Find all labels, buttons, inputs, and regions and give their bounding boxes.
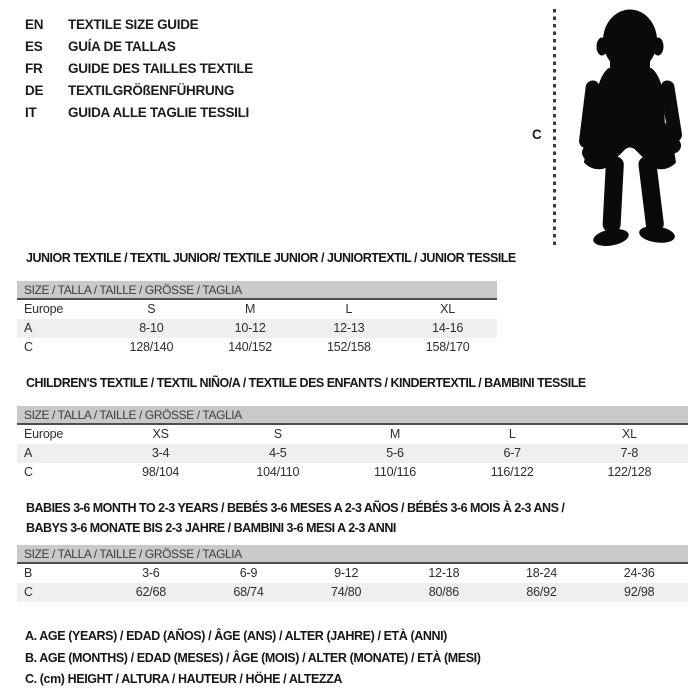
size-cell: 5-6: [386, 446, 404, 460]
table-row-a: [17, 444, 688, 463]
size-cell: 116/122: [490, 465, 534, 479]
size-cell: XL: [621, 427, 637, 441]
language-row-en: [25, 13, 253, 35]
size-cell: L: [345, 302, 353, 316]
language-row-fr: [25, 57, 253, 79]
size-cell: L: [508, 427, 516, 441]
size-cell: 3-4: [151, 446, 170, 460]
size-cell: 74/80: [331, 585, 362, 599]
childrens-textile-table: [17, 375, 688, 482]
size-cell: 24-36: [623, 566, 655, 580]
language-code: FR: [25, 60, 43, 76]
size-cell: S: [147, 302, 156, 316]
language-code: DE: [25, 82, 44, 98]
language-code: EN: [25, 16, 44, 32]
junior-textile-table: [17, 250, 516, 357]
size-cell: 140/152: [228, 340, 273, 354]
language-code: ES: [25, 38, 43, 54]
language-row-de: [25, 79, 253, 101]
size-cell: 152/158: [326, 340, 371, 354]
size-cell: 86/92: [526, 585, 557, 599]
size-cell: XL: [440, 302, 456, 316]
language-code: IT: [25, 104, 37, 120]
size-cell: XS: [152, 427, 169, 441]
size-cell: 158/170: [425, 340, 470, 354]
size-cell: 8-10: [139, 321, 164, 335]
size-cell: 3-6: [142, 566, 160, 580]
size-cell: 6-7: [503, 446, 521, 460]
table-title: CHILDREN'S TEXTILE / TEXTIL NIÑO/A / TEXTILE DES ENFANTS / KINDERTEXTIL / BAMBINI TESSILE: [26, 376, 586, 390]
footnote-a: A. AGE (YEARS) / EDAD (AÑOS) / ÂGE (ANS) / ALTER (JAHRE) / ETÀ (ANNI): [25, 629, 447, 643]
row-label-cell: A: [24, 446, 33, 460]
size-cell: 12-13: [333, 321, 365, 335]
language-title: GUÍA DE TALLAS: [68, 38, 176, 54]
toddler-silhouette-icon: [562, 6, 698, 249]
size-cell: M: [389, 427, 401, 441]
footnote-c: C. (cm) HEIGHT / ALTURA / HAUTEUR / HÖHE / ALTEZZA: [25, 672, 343, 686]
row-label-cell: C: [24, 585, 33, 599]
size-header-bar: SIZE / TALLA / TAILLE / GRÖSSE / TAGLIA: [17, 406, 688, 425]
table-row-c: [17, 338, 497, 357]
table-row-c: [17, 583, 688, 602]
size-cell: 4-5: [269, 446, 287, 460]
row-label-cell: C: [24, 340, 33, 354]
size-cell: 6-9: [239, 566, 258, 580]
footnote-b: B. AGE (MONTHS) / EDAD (MESES) / ÂGE (MOIS) / ALTER (MONATE) / ETÀ (MESI): [25, 650, 481, 665]
table-row-c: [17, 463, 688, 482]
table-row-b: [17, 564, 688, 583]
language-title: TEXTILE SIZE GUIDE: [68, 16, 199, 32]
height-measure-label: C: [532, 127, 542, 142]
language-row-it: [25, 101, 253, 123]
size-header-bar: SIZE / TALLA / TAILLE / GRÖSSE / TAGLIA: [17, 281, 497, 300]
row-label-cell: Europe: [24, 427, 64, 441]
table-row-a: [17, 319, 497, 338]
size-cell: 92/98: [624, 585, 655, 599]
language-title: GUIDE DES TAILLES TEXTILE: [68, 60, 254, 76]
size-cell: 14-16: [432, 321, 464, 335]
babies-textile-table: [17, 498, 688, 602]
size-cell: 68/74: [233, 585, 264, 599]
row-label-cell: C: [24, 465, 33, 479]
size-cell: 62/68: [135, 585, 166, 599]
size-cell: 98/104: [142, 465, 180, 479]
language-title: GUIDA ALLE TAGLIE TESSILI: [68, 104, 249, 120]
table-row-europe: [17, 425, 688, 444]
size-cell: M: [245, 302, 256, 316]
size-cell: S: [273, 427, 282, 441]
row-label-cell: Europe: [24, 302, 64, 316]
table-title-line1: BABIES 3-6 MONTH TO 2-3 YEARS / BEBÉS 3-6 MESES A 2-3 AÑOS / BÉBÉS 3-6 MOIS À 2-3 ANS /: [26, 501, 565, 515]
size-cell: 9-12: [334, 566, 359, 580]
size-cell: 18-24: [526, 566, 558, 580]
size-cell: 104/110: [256, 465, 300, 479]
height-measure-line: [553, 9, 556, 248]
language-row-es: [25, 35, 253, 57]
footnotes: [25, 626, 481, 691]
table-row-europe: [17, 300, 497, 319]
size-cell: 7-8: [620, 446, 639, 460]
language-title: TEXTILGRÖßENFÜHRUNG: [68, 82, 235, 98]
row-label-cell: A: [24, 321, 33, 335]
size-cell: 80/86: [428, 585, 459, 599]
size-cell: 12-18: [428, 566, 460, 580]
row-label-cell: B: [24, 566, 33, 580]
size-cell: 122/128: [607, 465, 652, 479]
language-list: [25, 13, 253, 123]
table-title: JUNIOR TEXTILE / TEXTIL JUNIOR/ TEXTILE JUNIOR / JUNIORTEXTIL / JUNIOR TESSILE: [26, 251, 516, 265]
size-cell: 128/140: [129, 340, 174, 354]
table-title-line2: BABYS 3-6 MONATE BIS 2-3 JAHRE / BAMBINI 3-6 MESI A 2-3 ANNI: [26, 521, 396, 535]
size-cell: 110/116: [374, 465, 416, 479]
size-header-bar: SIZE / TALLA / TAILLE / GRÖSSE / TAGLIA: [17, 545, 688, 564]
size-cell: 10-12: [234, 321, 266, 335]
